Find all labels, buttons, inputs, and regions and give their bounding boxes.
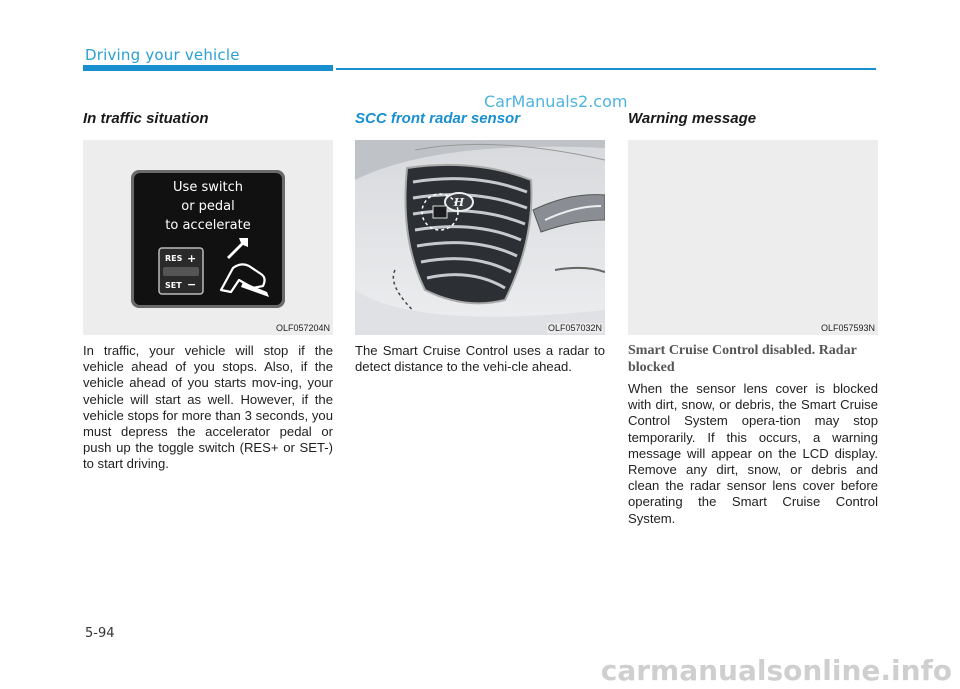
svg-text:H: H	[453, 196, 465, 209]
res-label: RES	[165, 254, 183, 263]
set-label: SET	[165, 281, 182, 290]
heading-warning-message: Warning message	[628, 110, 757, 127]
heading-in-traffic: In traffic situation	[83, 110, 209, 127]
header-rule-thick	[83, 65, 333, 71]
paragraph-radar-sensor: The Smart Cruise Control uses a radar to detect distance to the vehi-cle ahead.	[355, 343, 605, 375]
image-accelerate-message	[83, 140, 333, 335]
cluster-display-illustration	[83, 140, 333, 335]
display-line-1: Use switch	[173, 180, 243, 195]
display-line-2: or pedal	[181, 199, 235, 214]
watermark-bottom: carmanualsonline.info	[600, 654, 952, 687]
heading-radar-sensor: SCC front radar sensor	[355, 110, 521, 127]
page-number: 5-94	[85, 626, 115, 641]
paragraph-in-traffic: In traffic, your vehicle will stop if the vehicle ahead of you stops. Also, if the vehicle ahead of you starts mov-ing, your vehicle will start as well. However, if the vehicle stops for more than 3 seconds, you must depress the accelerator pedal or push up the toggle switch (RES+ or SET-) to start driving.	[83, 343, 333, 472]
res-sign: +	[187, 252, 197, 265]
image-warning-message	[628, 140, 878, 335]
paragraph-warning-message: When the sensor lens cover is blocked with dirt, snow, or debris, the Smart Cruise Control System opera-tion may stop temporarily. If this occurs, a warning message will appear on the LCD display. Remove any dirt, snow, or debris and clean the radar sensor lens cover before operating the Smart Cruise Control System.	[628, 381, 878, 526]
watermark-top: CarManuals2.com	[484, 92, 628, 111]
image-code: OLF057032N	[547, 323, 602, 333]
car-front-illustration	[355, 140, 605, 335]
header-rule-thin	[336, 68, 876, 70]
image-radar-sensor	[355, 140, 605, 335]
display-line-3: to accelerate	[165, 218, 251, 233]
section-title: Driving your vehicle	[85, 46, 240, 64]
subheading-radar-blocked: Smart Cruise Control disabled. Radar blocked	[628, 343, 857, 375]
image-code: OLF057593N	[820, 323, 875, 333]
set-sign: −	[187, 278, 197, 291]
image-code: OLF057204N	[275, 323, 330, 333]
